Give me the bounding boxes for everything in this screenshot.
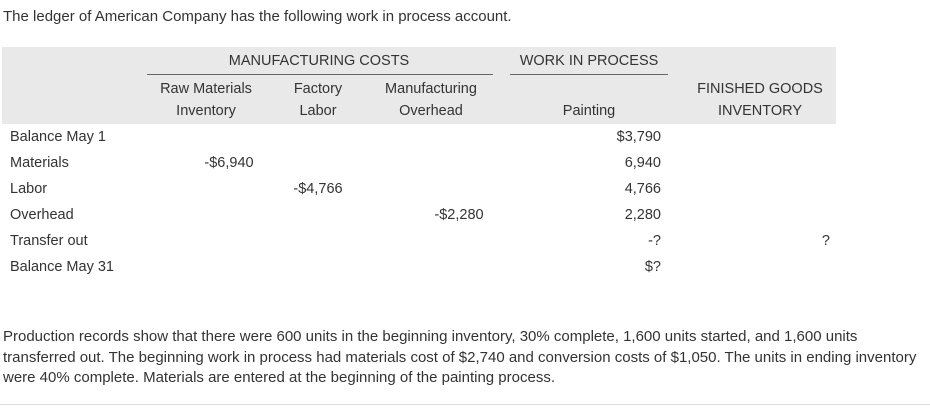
header-underline-wip: [510, 74, 668, 75]
cell-materials-painting: 6,940: [624, 155, 661, 171]
row-label-materials: Materials: [10, 155, 69, 171]
cell-materials-raw: -$6,940: [204, 155, 254, 171]
header-raw-materials-line1: Raw Materials: [160, 81, 252, 97]
cell-transfer-out-painting: -?: [648, 233, 661, 249]
header-work-in-process: WORK IN PROCESS: [519, 53, 659, 69]
problem-paragraph: Production records show that there were 600 units in the beginning inventory, 30% complete, 1,600 units started, and 1,600 units transferred out. The beginning work in process had materials cost of $2,740 and conversion costs of $1,050. The units in ending inventory were 40% complete. Materials are entered at the beginning of the painting process.: [3, 328, 917, 386]
intro-text: The ledger of American Company has the following work in process account.: [3, 8, 512, 25]
header-mfg-overhead-line1: Manufacturing: [385, 81, 477, 97]
cell-balance-may-31-painting: $?: [644, 259, 661, 275]
cell-labor-painting: 4,766: [624, 181, 661, 197]
header-factory-line2: Labor: [299, 103, 337, 119]
cell-overhead-painting: 2,280: [624, 207, 661, 223]
cell-balance-may-1-painting: $3,790: [616, 129, 661, 145]
row-label-balance-may-31: Balance May 31: [10, 259, 114, 275]
row-label-balance-may-1: Balance May 1: [10, 129, 106, 145]
cell-overhead-mfg: -$2,280: [434, 207, 484, 223]
header-factory-line1: Factory: [293, 81, 343, 97]
cell-labor-factory: -$4,766: [293, 181, 343, 197]
row-label-overhead: Overhead: [10, 207, 74, 223]
header-finished-goods-line2: INVENTORY: [717, 103, 803, 119]
header-painting: Painting: [562, 103, 616, 119]
header-raw-materials-line2: Inventory: [176, 103, 236, 119]
header-underline-manufacturing: [147, 74, 493, 75]
cell-transfer-out-finished-goods: ?: [821, 233, 830, 249]
header-mfg-overhead-line2: Overhead: [399, 103, 463, 119]
bottom-divider: [0, 404, 930, 405]
row-label-transfer-out: Transfer out: [10, 233, 88, 249]
header-finished-goods-line1: FINISHED GOODS: [697, 81, 823, 97]
header-manufacturing-costs: MANUFACTURING COSTS: [228, 53, 410, 69]
row-label-labor: Labor: [10, 181, 48, 197]
